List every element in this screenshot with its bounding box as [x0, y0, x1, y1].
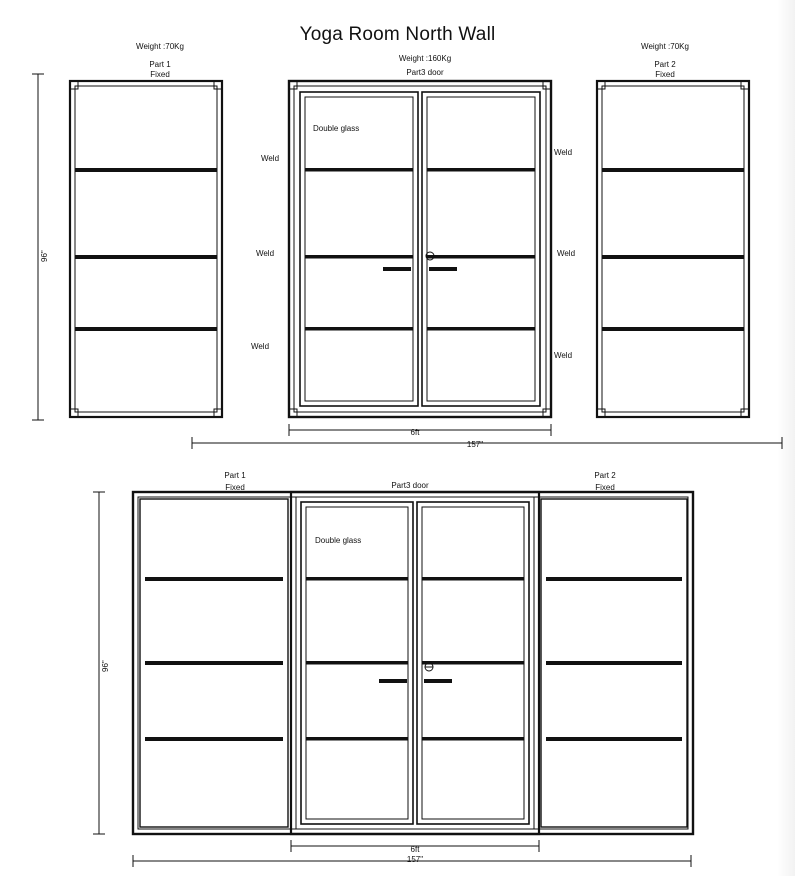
top-right-part-label: Part 2: [654, 60, 676, 69]
top-right-door-handle: [429, 267, 457, 271]
top-weld-label-left-2: Weld: [255, 249, 275, 258]
top-center-right-door-leaf: [422, 92, 540, 406]
page-edge-shadow: [777, 0, 795, 876]
top-center-part-label: Part3 door: [406, 68, 444, 77]
top-left-panel-inner-frame: [75, 86, 217, 412]
page-title: Yoga Room North Wall: [299, 24, 496, 45]
top-left-panel-outer-frame: [70, 81, 222, 417]
bottom-elevation-outer-frame: [133, 492, 693, 834]
top-left-weight-label: Weight :70Kg: [136, 42, 184, 51]
top-weld-label-left-3: Weld: [250, 342, 270, 351]
bottom-left-door-leaf: [301, 502, 413, 824]
top-weld-label-left-1: Weld: [260, 154, 280, 163]
bottom-center-width-dimension-label: 6ft: [410, 845, 420, 854]
bottom-door-lock-icon: [425, 663, 433, 671]
top-weld-label-right-1: Weld: [553, 148, 573, 157]
bottom-left-part-label: Part 1: [224, 471, 246, 480]
bottom-right-part-label: Part 2: [594, 471, 616, 480]
top-height-dimension-label: 96": [40, 250, 49, 262]
top-center-weight-label: Weight :160Kg: [398, 54, 452, 63]
top-left-type-label: Fixed: [150, 70, 170, 79]
top-left-part-label: Part 1: [149, 60, 171, 69]
bottom-double-glass-label: Double glass: [315, 536, 362, 545]
top-right-panel-outer-frame: [597, 81, 749, 417]
bottom-left-panel: [140, 499, 288, 827]
bottom-right-door-handle: [424, 679, 452, 683]
bottom-right-type-label: Fixed: [595, 483, 615, 492]
top-center-left-door-leaf: [300, 92, 418, 406]
bottom-total-width-dimension-label: 157": [406, 855, 424, 864]
bottom-right-panel: [541, 499, 687, 827]
top-door-lock-icon: [426, 252, 434, 260]
bottom-left-type-label: Fixed: [225, 483, 245, 492]
top-weld-label-right-3: Weld: [553, 351, 573, 360]
bottom-left-door-handle: [379, 679, 407, 683]
bottom-right-door-leaf: [417, 502, 529, 824]
top-weld-label-right-2: Weld: [556, 249, 576, 258]
top-total-width-dimension-label: 157": [466, 440, 484, 449]
top-left-door-handle: [383, 267, 411, 271]
top-right-type-label: Fixed: [655, 70, 675, 79]
top-center-width-dimension-label: 6ft: [410, 428, 420, 437]
top-double-glass-label: Double glass: [313, 124, 360, 133]
top-right-weight-label: Weight :70Kg: [641, 42, 689, 51]
bottom-height-dimension-label: 96": [101, 660, 110, 672]
bottom-center-part-label: Part3 door: [391, 481, 429, 490]
